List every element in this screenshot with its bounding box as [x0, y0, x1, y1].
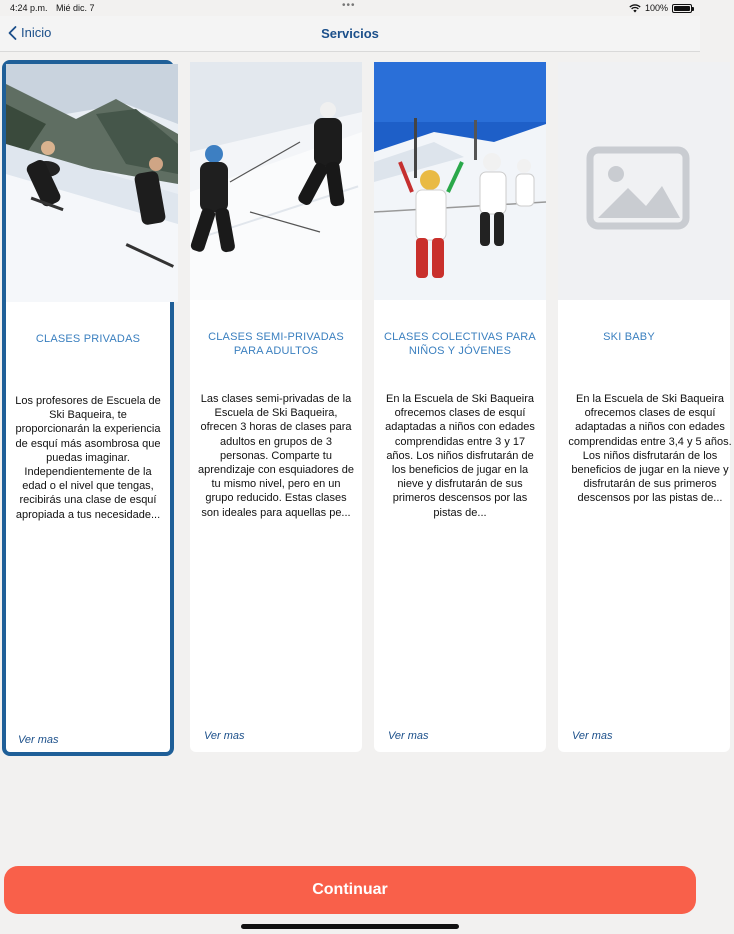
- back-label: Inicio: [21, 25, 52, 40]
- battery-fill: [674, 6, 690, 11]
- service-card-semi-privadas[interactable]: [190, 62, 362, 752]
- home-indicator[interactable]: [241, 924, 459, 929]
- service-image-semi-privadas: [190, 62, 362, 300]
- ver-mas-link[interactable]: Ver mas: [18, 734, 59, 746]
- status-date: Mié dic. 7: [56, 3, 95, 13]
- continue-button[interactable]: Continuar: [4, 866, 696, 914]
- service-description: Los profesores de Escuela de Ski Baqueira, te proporcionarán la experiencia de esquí más asombrosa que puedas imaginar. Independientemente de la edad o el nivel que tengas, recibirás una clase de esquí apropiada a tus necesidade...: [15, 395, 161, 521]
- status-right: [629, 3, 692, 13]
- service-card-ski-baby[interactable]: [558, 62, 730, 752]
- battery-icon: [672, 4, 692, 13]
- service-description: Las clases semi-privadas de la Escuela de Ski Baqueira, ofrecen 3 horas de clases para adultos en grupos de 3 personas. Comparte tu aprendizaje con esquiadores de tu mismo nivel, pero en un grupo reducido. Estas clases son ideales para aquellas pe...: [198, 393, 354, 519]
- service-card-clases-privadas[interactable]: [2, 60, 174, 756]
- service-description: En la Escuela de Ski Baqueira ofrecemos clases de esquí adaptadas a niños con edades comprendidas entre 3 y 17 años. Los niños disfrutarán de los beneficios de jugar en la nieve y disfrutarán de sus primeros descensos por las pistas de...: [385, 393, 535, 519]
- service-card-colectivas[interactable]: [374, 62, 546, 752]
- service-title: SKI BABY: [603, 331, 655, 343]
- service-image-clases-privadas: [6, 64, 170, 302]
- status-time: 4:24 p.m.: [10, 3, 48, 13]
- battery-percent: 100%: [644, 3, 668, 13]
- service-title: CLASES COLECTIVAS PARA NIÑOS Y JÓVENES: [384, 331, 536, 357]
- service-image-colectivas: [374, 62, 546, 300]
- status-bar: [0, 0, 700, 16]
- services-carousel[interactable]: [0, 58, 732, 758]
- service-title: CLASES PRIVADAS: [35, 333, 141, 345]
- ver-mas-link[interactable]: Ver mas: [572, 730, 613, 742]
- ver-mas-link[interactable]: Ver mas: [388, 730, 429, 742]
- image-placeholder: [558, 62, 730, 300]
- service-description: En la Escuela de Ski Baqueira ofrecemos clases de esquí adaptadas a niños con edades comprendidas entre 3,4 y 5 años. Los niños disfrutarán de los beneficios de jugar en la nieve y disfrutarán de sus primeros descensos por las pistas de...: [568, 393, 732, 505]
- page-title: Servicios: [321, 26, 379, 41]
- wifi-icon: [629, 4, 641, 13]
- ver-mas-link[interactable]: Ver mas: [204, 730, 245, 742]
- service-title: CLASES SEMI-PRIVADAS PARA ADULTOS: [208, 331, 344, 357]
- image-placeholder-icon: [558, 62, 730, 300]
- multitasking-dots-icon[interactable]: •••: [342, 0, 356, 11]
- navigation-bar: [0, 16, 700, 52]
